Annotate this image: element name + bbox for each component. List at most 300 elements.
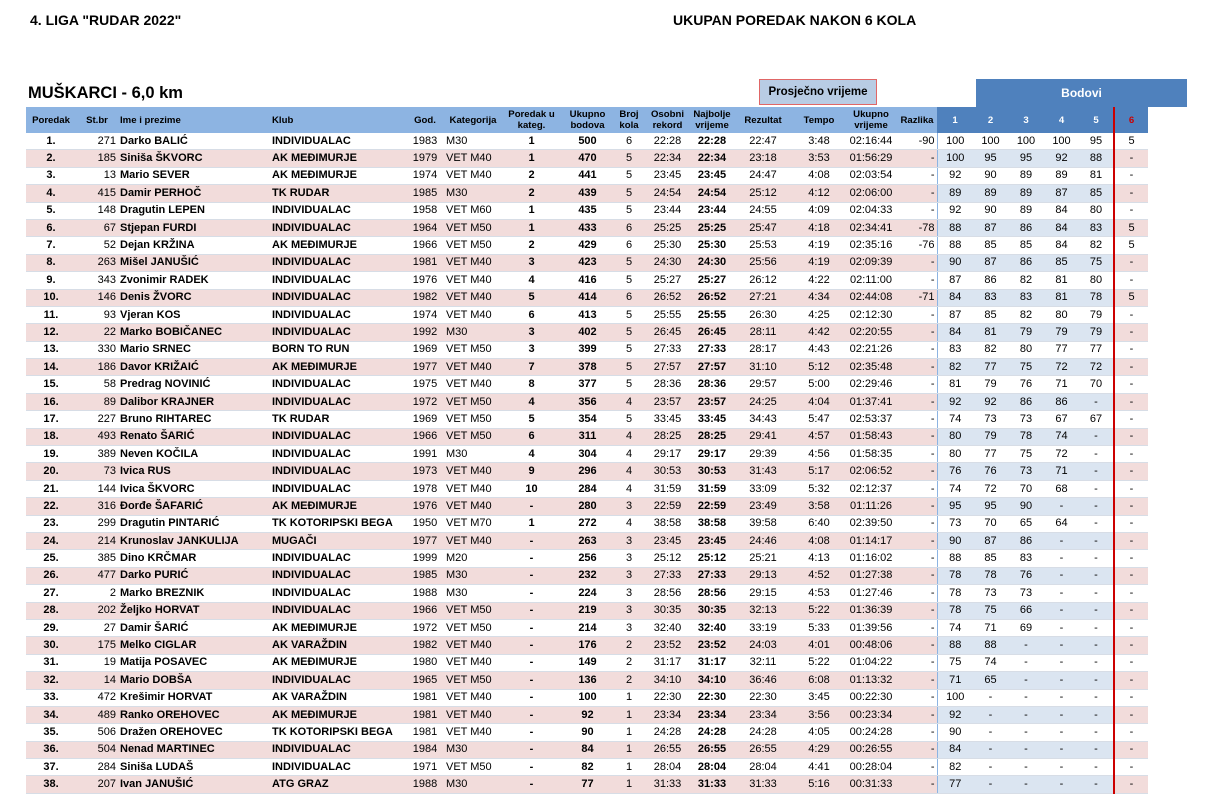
cell-bib: 343 [76,272,118,289]
cell-points-2: 100 [973,133,1008,150]
cell-total-points: 214 [561,619,614,636]
cell-cat-rank: 4 [502,272,561,289]
cell-category: M30 [444,133,502,150]
cell-rank: 35. [26,724,76,741]
cell-points-3: 82 [1008,306,1044,323]
cell-points-5: 88 [1079,150,1114,167]
cell-best-time: 23:57 [691,393,733,410]
cell-total-points: 92 [561,706,614,723]
cell-club: AK MEĐIMURJE [270,654,406,671]
cell-result: 24:46 [733,532,793,549]
cell-points-3: 65 [1008,515,1044,532]
cell-points-2: - [973,724,1008,741]
cell-points-1: 100 [937,150,973,167]
cell-points-3: 95 [1008,150,1044,167]
cell-tempo: 4:08 [793,167,845,184]
cell-year: 1976 [406,272,444,289]
cell-total-points: 423 [561,254,614,271]
cell-rank: 7. [26,237,76,254]
cell-diff: - [897,637,937,654]
cell-name: Dražen OREHOVEC [118,724,270,741]
average-time-header: Prosječno vrijeme [759,79,877,105]
cell-points-6: 5 [1114,133,1148,150]
cell-bib: 316 [76,498,118,515]
cell-best-time: 23:52 [691,637,733,654]
cell-category: M30 [444,776,502,793]
cell-club: AK MEĐIMURJE [270,706,406,723]
cell-year: 1985 [406,567,444,584]
cell-races: 1 [614,706,644,723]
cell-bib: 148 [76,202,118,219]
cell-points-1: 95 [937,498,973,515]
cell-name: Mišel JANUŠIĆ [118,254,270,271]
col-year: God. [406,107,444,133]
cell-category: VET M40 [444,463,502,480]
cell-club: AK MEĐIMURJE [270,150,406,167]
cell-races: 3 [614,532,644,549]
cell-tempo: 4:25 [793,306,845,323]
cell-tempo: 4:12 [793,185,845,202]
cell-best-time: 26:45 [691,324,733,341]
cell-total-time: 01:58:43 [845,428,897,445]
cell-category: VET M40 [444,654,502,671]
table-row [26,776,1148,793]
cell-category: VET M70 [444,515,502,532]
cell-points-5: - [1079,689,1114,706]
cell-total-points: 429 [561,237,614,254]
cell-points-2: 85 [973,237,1008,254]
cell-bib: 89 [76,393,118,410]
cell-points-3: 75 [1008,446,1044,463]
cell-diff: - [897,446,937,463]
cell-total-points: 416 [561,272,614,289]
cell-tempo: 4:43 [793,341,845,358]
cell-cat-rank: 3 [502,254,561,271]
cell-club: INDIVIDUALAC [270,672,406,689]
cell-points-2: - [973,741,1008,758]
col-total-time: Ukupno vrijeme [845,107,897,133]
cell-bib: 185 [76,150,118,167]
standing-title: UKUPAN POREDAK NAKON 6 KOLA [673,12,917,28]
cell-category: VET M40 [444,359,502,376]
cell-category: M30 [444,324,502,341]
cell-name: Neven KOČILA [118,446,270,463]
cell-result: 24:28 [733,724,793,741]
cell-diff: - [897,585,937,602]
cell-total-time: 02:04:33 [845,202,897,219]
cell-diff: -71 [897,289,937,306]
cell-points-6: - [1114,254,1148,271]
cell-races: 2 [614,637,644,654]
cell-name: Dalibor KRAJNER [118,393,270,410]
cell-best-time: 28:04 [691,759,733,776]
cell-points-1: 100 [937,133,973,150]
cell-name: Damir PERHOČ [118,185,270,202]
cell-points-1: 87 [937,272,973,289]
cell-best-time: 25:12 [691,550,733,567]
cell-year: 1958 [406,202,444,219]
col-cat-rank: Poredak u kateg. [502,107,561,133]
cell-club: INDIVIDUALAC [270,202,406,219]
cell-total-points: 149 [561,654,614,671]
cell-points-5: 80 [1079,272,1114,289]
cell-points-1: 92 [937,202,973,219]
cell-points-3: - [1008,741,1044,758]
cell-points-4: 89 [1044,167,1079,184]
cell-points-2: 87 [973,254,1008,271]
cell-points-6: - [1114,515,1148,532]
cell-rank: 23. [26,515,76,532]
cell-points-1: 78 [937,602,973,619]
cell-total-time: 02:35:16 [845,237,897,254]
cell-best-time: 23:45 [691,167,733,184]
cell-name: Davor KRIŽAIĆ [118,359,270,376]
cell-bib: 415 [76,185,118,202]
cell-name: Matija POSAVEC [118,654,270,671]
cell-club: AK MEĐIMURJE [270,498,406,515]
cell-year: 1982 [406,637,444,654]
cell-races: 1 [614,759,644,776]
cell-total-points: 136 [561,672,614,689]
cell-tempo: 3:53 [793,150,845,167]
cell-rank: 14. [26,359,76,376]
cell-points-3: 100 [1008,133,1044,150]
cell-year: 1974 [406,306,444,323]
cell-year: 1999 [406,550,444,567]
cell-name: Željko HORVAT [118,602,270,619]
cell-year: 1980 [406,654,444,671]
cell-total-points: 263 [561,532,614,549]
cell-diff: - [897,463,937,480]
cell-tempo: 5:32 [793,480,845,497]
cell-bib: 2 [76,585,118,602]
cell-points-6: - [1114,272,1148,289]
cell-points-4: - [1044,637,1079,654]
table-row [26,724,1148,741]
cell-total-time: 00:31:33 [845,776,897,793]
table-row [26,411,1148,428]
cell-rank: 4. [26,185,76,202]
cell-rank: 36. [26,741,76,758]
cell-points-6: - [1114,706,1148,723]
cell-year: 1966 [406,428,444,445]
cell-points-5: 75 [1079,254,1114,271]
cell-name: Renato ŠARIĆ [118,428,270,445]
cell-best-time: 27:33 [691,567,733,584]
cell-club: INDIVIDUALAC [270,480,406,497]
cell-races: 5 [614,272,644,289]
cell-points-4: 92 [1044,150,1079,167]
cell-points-5: - [1079,463,1114,480]
cell-races: 4 [614,428,644,445]
cell-points-1: 82 [937,759,973,776]
cell-diff: - [897,741,937,758]
cell-best-time: 28:56 [691,585,733,602]
cell-rank: 21. [26,480,76,497]
cell-points-4: - [1044,532,1079,549]
cell-diff: -90 [897,133,937,150]
table-row [26,272,1148,289]
cell-points-6: 5 [1114,219,1148,236]
cell-year: 1974 [406,167,444,184]
cell-name: Mario DOBŠA [118,672,270,689]
cell-races: 4 [614,463,644,480]
cell-races: 5 [614,167,644,184]
cell-total-points: 82 [561,759,614,776]
cell-bib: 477 [76,567,118,584]
cell-cat-rank: 10 [502,480,561,497]
cell-club: INDIVIDUALAC [270,272,406,289]
cell-best-time: 26:55 [691,741,733,758]
cell-points-3: - [1008,759,1044,776]
cell-personal-best: 24:30 [644,254,691,271]
cell-diff: - [897,480,937,497]
cell-rank: 24. [26,532,76,549]
cell-year: 1981 [406,724,444,741]
cell-year: 1979 [406,150,444,167]
cell-bib: 14 [76,672,118,689]
cell-points-3: 89 [1008,185,1044,202]
cell-name: Siniša LUDAŠ [118,759,270,776]
cell-personal-best: 28:56 [644,585,691,602]
cell-points-2: - [973,759,1008,776]
cell-category: VET M50 [444,237,502,254]
cell-best-time: 25:27 [691,272,733,289]
table-row [26,706,1148,723]
table-row [26,254,1148,271]
table-row [26,672,1148,689]
cell-points-1: 87 [937,306,973,323]
cell-name: Dragutin LEPEN [118,202,270,219]
cell-cat-rank: - [502,741,561,758]
col-points-6: 6 [1114,107,1148,133]
cell-total-points: 84 [561,741,614,758]
cell-total-points: 470 [561,150,614,167]
cell-races: 5 [614,324,644,341]
col-name: Ime i prezime [118,107,270,133]
cell-points-4: 71 [1044,463,1079,480]
cell-total-time: 01:16:02 [845,550,897,567]
cell-result: 27:21 [733,289,793,306]
cell-points-4: - [1044,741,1079,758]
cell-category: VET M50 [444,672,502,689]
cell-races: 5 [614,341,644,358]
cell-points-4: - [1044,602,1079,619]
cell-total-points: 441 [561,167,614,184]
cell-diff: - [897,202,937,219]
cell-best-time: 25:30 [691,237,733,254]
cell-year: 1971 [406,759,444,776]
cell-best-time: 31:33 [691,776,733,793]
cell-tempo: 4:19 [793,254,845,271]
cell-points-2: 76 [973,463,1008,480]
cell-category: VET M40 [444,289,502,306]
cell-total-points: 284 [561,480,614,497]
col-races: Broj kola [614,107,644,133]
cell-points-6: 5 [1114,289,1148,306]
cell-result: 29:39 [733,446,793,463]
cell-result: 32:11 [733,654,793,671]
cell-points-3: 73 [1008,585,1044,602]
cell-races: 6 [614,237,644,254]
cell-bib: 146 [76,289,118,306]
table-row [26,550,1148,567]
cell-rank: 5. [26,202,76,219]
cell-points-4: - [1044,585,1079,602]
col-result: Rezultat [733,107,793,133]
cell-points-6: - [1114,411,1148,428]
cell-tempo: 5:47 [793,411,845,428]
cell-races: 3 [614,602,644,619]
cell-cat-rank: 4 [502,393,561,410]
cell-total-time: 00:48:06 [845,637,897,654]
cell-points-5: 77 [1079,341,1114,358]
cell-cat-rank: - [502,532,561,549]
cell-total-time: 02:06:00 [845,185,897,202]
cell-result: 25:47 [733,219,793,236]
cell-total-time: 01:14:17 [845,532,897,549]
cell-points-1: 92 [937,167,973,184]
cell-points-4: 79 [1044,324,1079,341]
cell-tempo: 4:34 [793,289,845,306]
cell-cat-rank: 2 [502,185,561,202]
cell-result: 29:41 [733,428,793,445]
cell-cat-rank: - [502,776,561,793]
cell-club: TK KOTORIPSKI BEGA [270,515,406,532]
cell-bib: 144 [76,480,118,497]
cell-result: 25:21 [733,550,793,567]
cell-races: 3 [614,498,644,515]
col-points-2: 2 [973,107,1008,133]
cell-rank: 10. [26,289,76,306]
cell-points-3: - [1008,689,1044,706]
cell-name: Krunoslav JANKULIJA [118,532,270,549]
cell-points-1: 80 [937,446,973,463]
cell-result: 26:30 [733,306,793,323]
cell-points-1: 78 [937,585,973,602]
cell-points-5: - [1079,672,1114,689]
cell-points-3: 82 [1008,272,1044,289]
cell-points-6: - [1114,602,1148,619]
cell-personal-best: 24:28 [644,724,691,741]
cell-bib: 493 [76,428,118,445]
cell-year: 1965 [406,672,444,689]
cell-rank: 33. [26,689,76,706]
cell-points-4: 74 [1044,428,1079,445]
cell-diff: - [897,167,937,184]
cell-points-3: 90 [1008,498,1044,515]
cell-best-time: 23:45 [691,532,733,549]
cell-year: 1982 [406,289,444,306]
cell-races: 1 [614,689,644,706]
cell-diff: - [897,254,937,271]
cell-category: M20 [444,550,502,567]
cell-races: 4 [614,393,644,410]
cell-points-5: - [1079,706,1114,723]
col-bib: St.br [76,107,118,133]
cell-year: 1981 [406,689,444,706]
cell-category: VET M50 [444,411,502,428]
cell-category: VET M40 [444,498,502,515]
cell-rank: 1. [26,133,76,150]
cell-diff: - [897,376,937,393]
table-row [26,637,1148,654]
cell-diff: - [897,654,937,671]
cell-result: 31:43 [733,463,793,480]
cell-club: INDIVIDUALAC [270,446,406,463]
cell-points-6: - [1114,446,1148,463]
cell-total-time: 02:03:54 [845,167,897,184]
cell-name: Damir ŠARIĆ [118,619,270,636]
cell-category: VET M50 [444,602,502,619]
cell-points-2: - [973,689,1008,706]
cell-points-3: - [1008,724,1044,741]
cell-best-time: 27:57 [691,359,733,376]
results-body [26,133,1148,793]
cell-points-3: - [1008,637,1044,654]
cell-races: 2 [614,654,644,671]
table-row [26,289,1148,306]
cell-points-2: 70 [973,515,1008,532]
cell-result: 24:55 [733,202,793,219]
cell-points-1: 88 [937,550,973,567]
cell-rank: 8. [26,254,76,271]
cell-tempo: 4:04 [793,393,845,410]
cell-diff: - [897,724,937,741]
table-row [26,619,1148,636]
cell-name: Stjepan FURDI [118,219,270,236]
cell-points-1: 74 [937,411,973,428]
cell-rank: 2. [26,150,76,167]
cell-diff: -78 [897,219,937,236]
cell-total-time: 00:22:30 [845,689,897,706]
cell-bib: 22 [76,324,118,341]
cell-races: 5 [614,185,644,202]
cell-category: VET M40 [444,306,502,323]
cell-name: Siniša ŠKVORC [118,150,270,167]
cell-bib: 175 [76,637,118,654]
cell-bib: 506 [76,724,118,741]
cell-category: VET M50 [444,219,502,236]
cell-rank: 26. [26,567,76,584]
cell-tempo: 5:22 [793,602,845,619]
cell-result: 23:18 [733,150,793,167]
cell-cat-rank: 2 [502,167,561,184]
table-row [26,741,1148,758]
section-title: MUŠKARCI - 6,0 km [28,84,183,102]
cell-personal-best: 25:12 [644,550,691,567]
cell-points-6: - [1114,306,1148,323]
cell-total-time: 01:36:39 [845,602,897,619]
cell-best-time: 33:45 [691,411,733,428]
cell-points-5: 80 [1079,202,1114,219]
cell-best-time: 31:59 [691,480,733,497]
cell-diff: - [897,532,937,549]
cell-best-time: 22:28 [691,133,733,150]
cell-points-4: 68 [1044,480,1079,497]
cell-points-5: - [1079,498,1114,515]
cell-best-time: 24:28 [691,724,733,741]
cell-personal-best: 38:58 [644,515,691,532]
cell-cat-rank: 8 [502,376,561,393]
cell-points-4: 67 [1044,411,1079,428]
cell-total-time: 00:23:34 [845,706,897,723]
cell-points-4: 84 [1044,219,1079,236]
cell-points-5: 79 [1079,324,1114,341]
cell-bib: 202 [76,602,118,619]
cell-points-5: - [1079,585,1114,602]
cell-year: 1977 [406,532,444,549]
